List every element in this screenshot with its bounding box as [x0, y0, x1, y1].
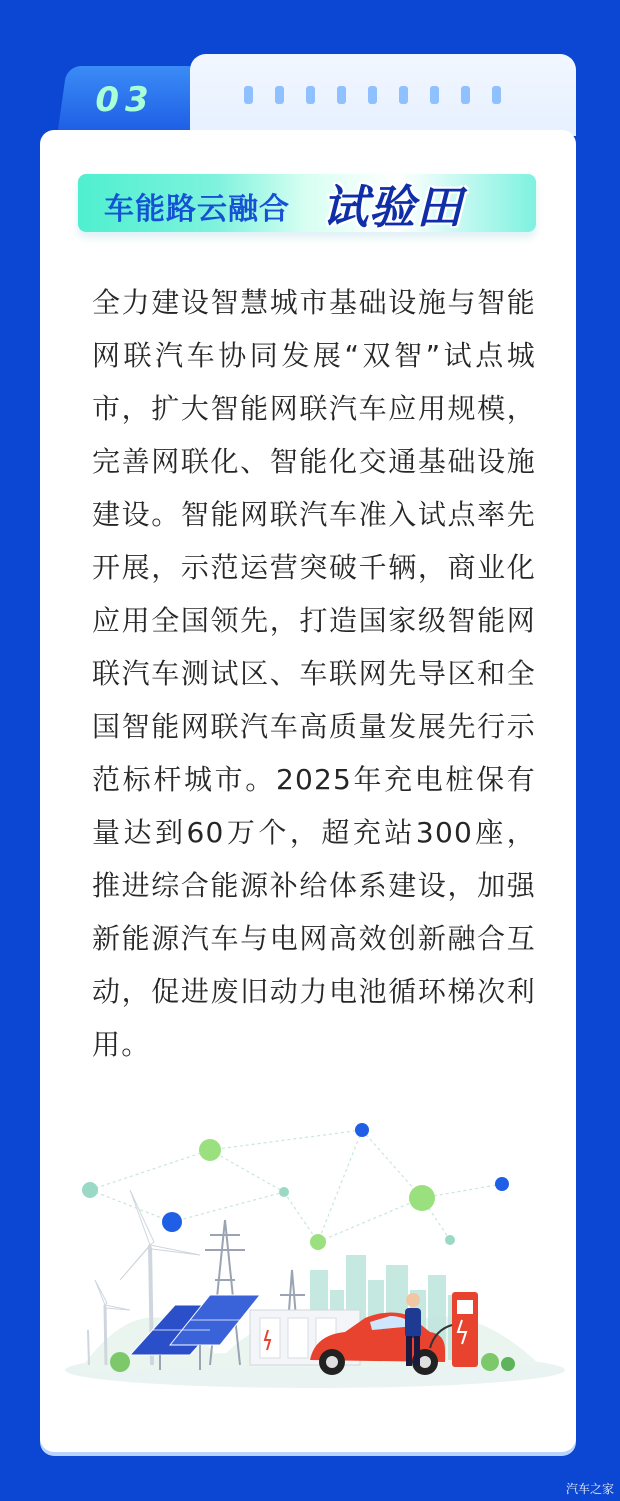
decorative-dots — [244, 86, 501, 104]
network-icon — [90, 1130, 502, 1242]
energy-network-illustration — [60, 1120, 570, 1410]
section-title-emphasis: 试验田 — [322, 180, 463, 234]
section-number: 03 — [95, 80, 155, 120]
body-paragraph: 全力建设智慧城市基础设施与智能网联汽车协同发展“双智”试点城市，扩大智能网联汽车应用规模，完善网联化、智能化交通基础设施建设。智能网联汽车准入试点率先开展，示范运营突破千辆，商业化应用全国领先，打造国家级智能网联汽车测试区、车联网先导区和全国智能网联汽车高质量发展先行示范标杆城市。2025年充电桩保有量达到60万个，超充站300座，推进综合能源补给体系建设，加强新能源汽车与电网高效创新融合互动，促进废旧动力电池循环梯次利用。 — [92, 286, 536, 1061]
watermark: 汽车之家 — [565, 1482, 614, 1496]
section-title: 车能路云融合 — [104, 192, 290, 227]
